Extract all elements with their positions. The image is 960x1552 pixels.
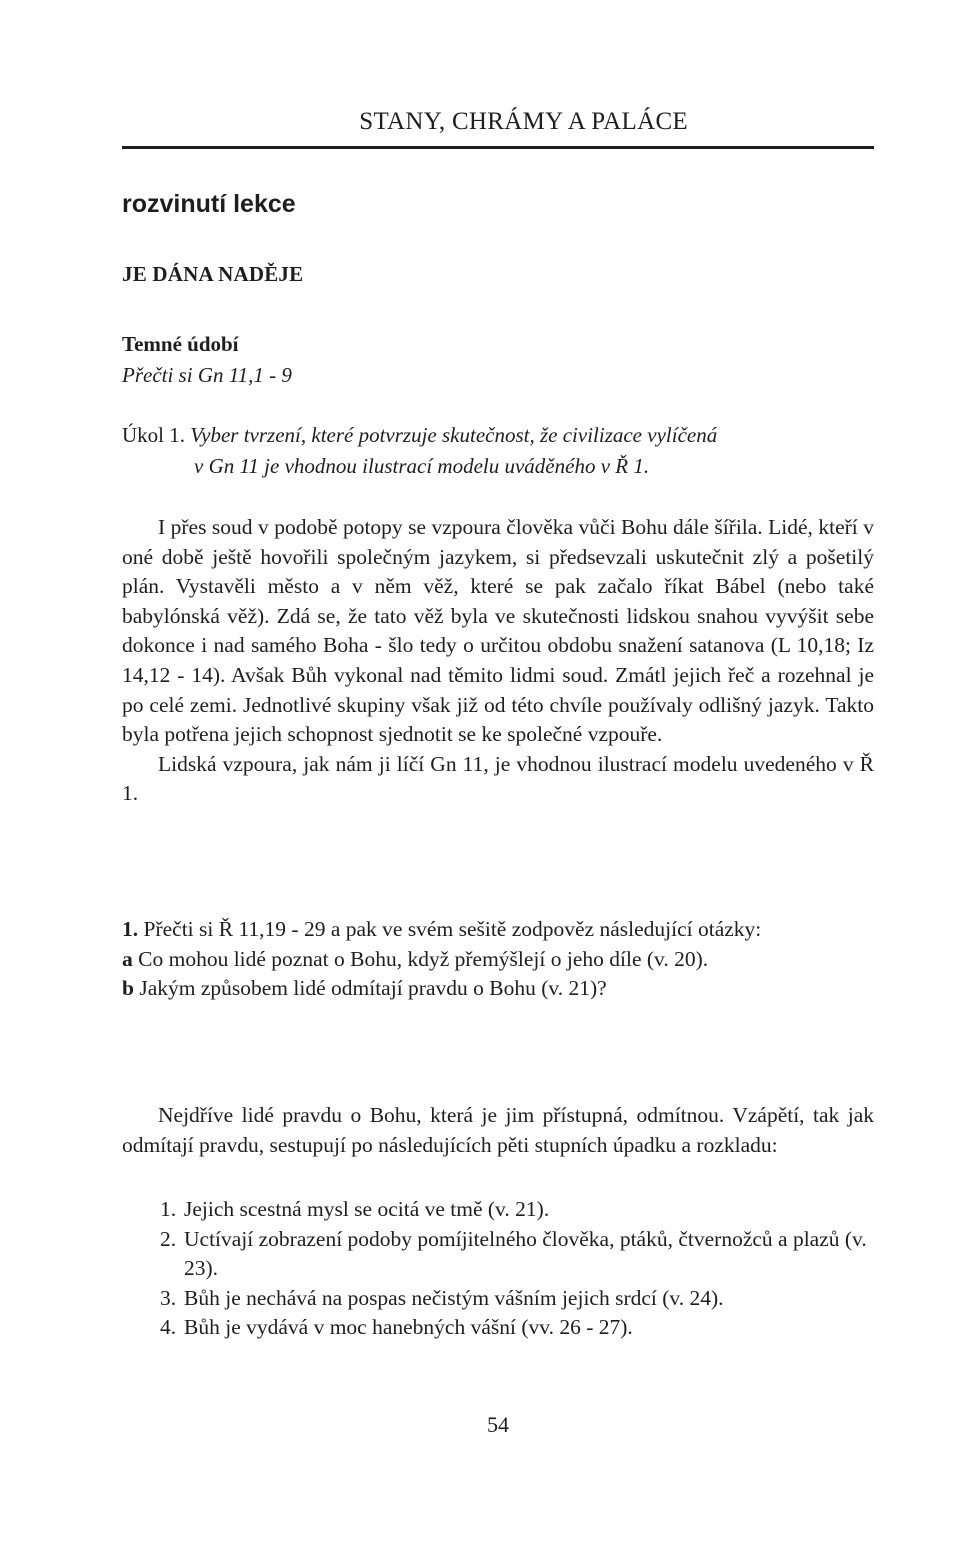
question-intro-text: Přečti si Ř 11,19 - 29 a pak ve svém sešitě zodpověz následující otázky: bbox=[143, 917, 762, 941]
header-rule bbox=[122, 146, 874, 149]
body-paragraph-3-wrap bbox=[122, 1101, 874, 1160]
list-item-number: 3. bbox=[160, 1285, 177, 1310]
body-paragraphs bbox=[122, 513, 874, 809]
question-item-a bbox=[122, 945, 874, 975]
list-item bbox=[160, 1313, 876, 1343]
running-head: STANY, CHRÁMY A PALÁCE bbox=[359, 108, 688, 135]
list-item-text: Uctívají zobrazení podoby pomíjitelného člověka, ptáků, čtvernožců a plazů (v. 23). bbox=[184, 1226, 867, 1281]
task-text-1: Vyber tvrzení, které potvrzuje skutečnost, že civilizace vylíčená bbox=[190, 423, 718, 447]
list-item-number: 4. bbox=[160, 1315, 177, 1340]
question-item-letter: a bbox=[122, 946, 133, 971]
paragraph-2: Lidská vzpoura, jak nám ji líčí Gn 11, je vhodnou ilustrací modelu uvedeného v Ř 1. bbox=[122, 751, 874, 806]
question-number: 1. bbox=[122, 917, 139, 941]
paragraph-1: I přes soud v podobě potopy se vzpoura člověka vůči Bohu dále šířila. Lidé, kteří v oné době ještě hovořili společným jazykem, si předsevzali uskutečnit zlý a pošetilý plán. Vystavěli město a v něm věž, které se pak začalo říkat Bábel (nebo také babylónská věž). Zdá se, že tato věž byla ve skutečnosti lidskou snahou vyvýšit sebe dokonce i nad samého Boha - šlo tedy o určitou obdobu snažení satanova (L 10,18; Iz 14,12 - 14). Avšak Bůh vykonal nad těmito lidmi soud. Zmátl jejich řeč a rozehnal je po celé zemi. Jednotlivé skupiny však již od této chvíle používaly odlišný jazyk. Takto byla potřena jejich schopnost sjednotit se ke společné vzpouře. bbox=[122, 515, 874, 747]
list-item-text: Bůh je vydává v moc hanebných vášní (vv. 26 - 27). bbox=[184, 1315, 633, 1340]
task-text-2: v Gn 11 je vhodnou ilustrací modelu uváděného v Ř 1. bbox=[194, 454, 650, 478]
question-item-b bbox=[122, 974, 874, 1004]
question-item-letter: b bbox=[122, 976, 134, 1001]
list-item-text: Jejich scestná mysl se ocitá ve tmě (v. 21). bbox=[184, 1197, 550, 1221]
task-line-2 bbox=[122, 451, 874, 482]
lesson-title: JE DÁNA NADĚJE bbox=[122, 262, 304, 286]
page-number: 54 bbox=[487, 1412, 509, 1437]
list-item bbox=[160, 1195, 876, 1225]
question-item-text: Co mohou lidé poznat o Bohu, když přemýšlejí o jeho díle (v. 20). bbox=[138, 946, 709, 971]
steps-list bbox=[160, 1195, 876, 1343]
list-item bbox=[160, 1225, 876, 1284]
question-item-text: Jakým způsobem lidé odmítají pravdu o Bohu (v. 21)? bbox=[139, 976, 607, 1001]
subtitle: Temné údobí bbox=[122, 332, 239, 356]
list-item bbox=[160, 1284, 876, 1314]
paragraph-3: Nejdříve lidé pravdu o Bohu, která je jim přístupná, odmítnou. Vzápětí, tak jak odmítají pravdu, sestupují po následujících pěti stupních úpadku a rozkladu: bbox=[122, 1103, 874, 1157]
list-item-number: 2. bbox=[160, 1226, 177, 1251]
task-label: Úkol 1. bbox=[122, 423, 185, 447]
task-line-1 bbox=[122, 420, 874, 451]
question-intro bbox=[122, 915, 874, 945]
section-title: rozvinutí lekce bbox=[122, 190, 296, 218]
question-block bbox=[122, 915, 874, 1004]
task-block bbox=[122, 420, 874, 482]
list-item-number: 1. bbox=[160, 1197, 177, 1221]
reading-reference: Přečti si Gn 11,1 - 9 bbox=[122, 363, 292, 387]
list-item-text: Bůh je nechává na pospas nečistým vášním jejich srdcí (v. 24). bbox=[184, 1285, 724, 1310]
